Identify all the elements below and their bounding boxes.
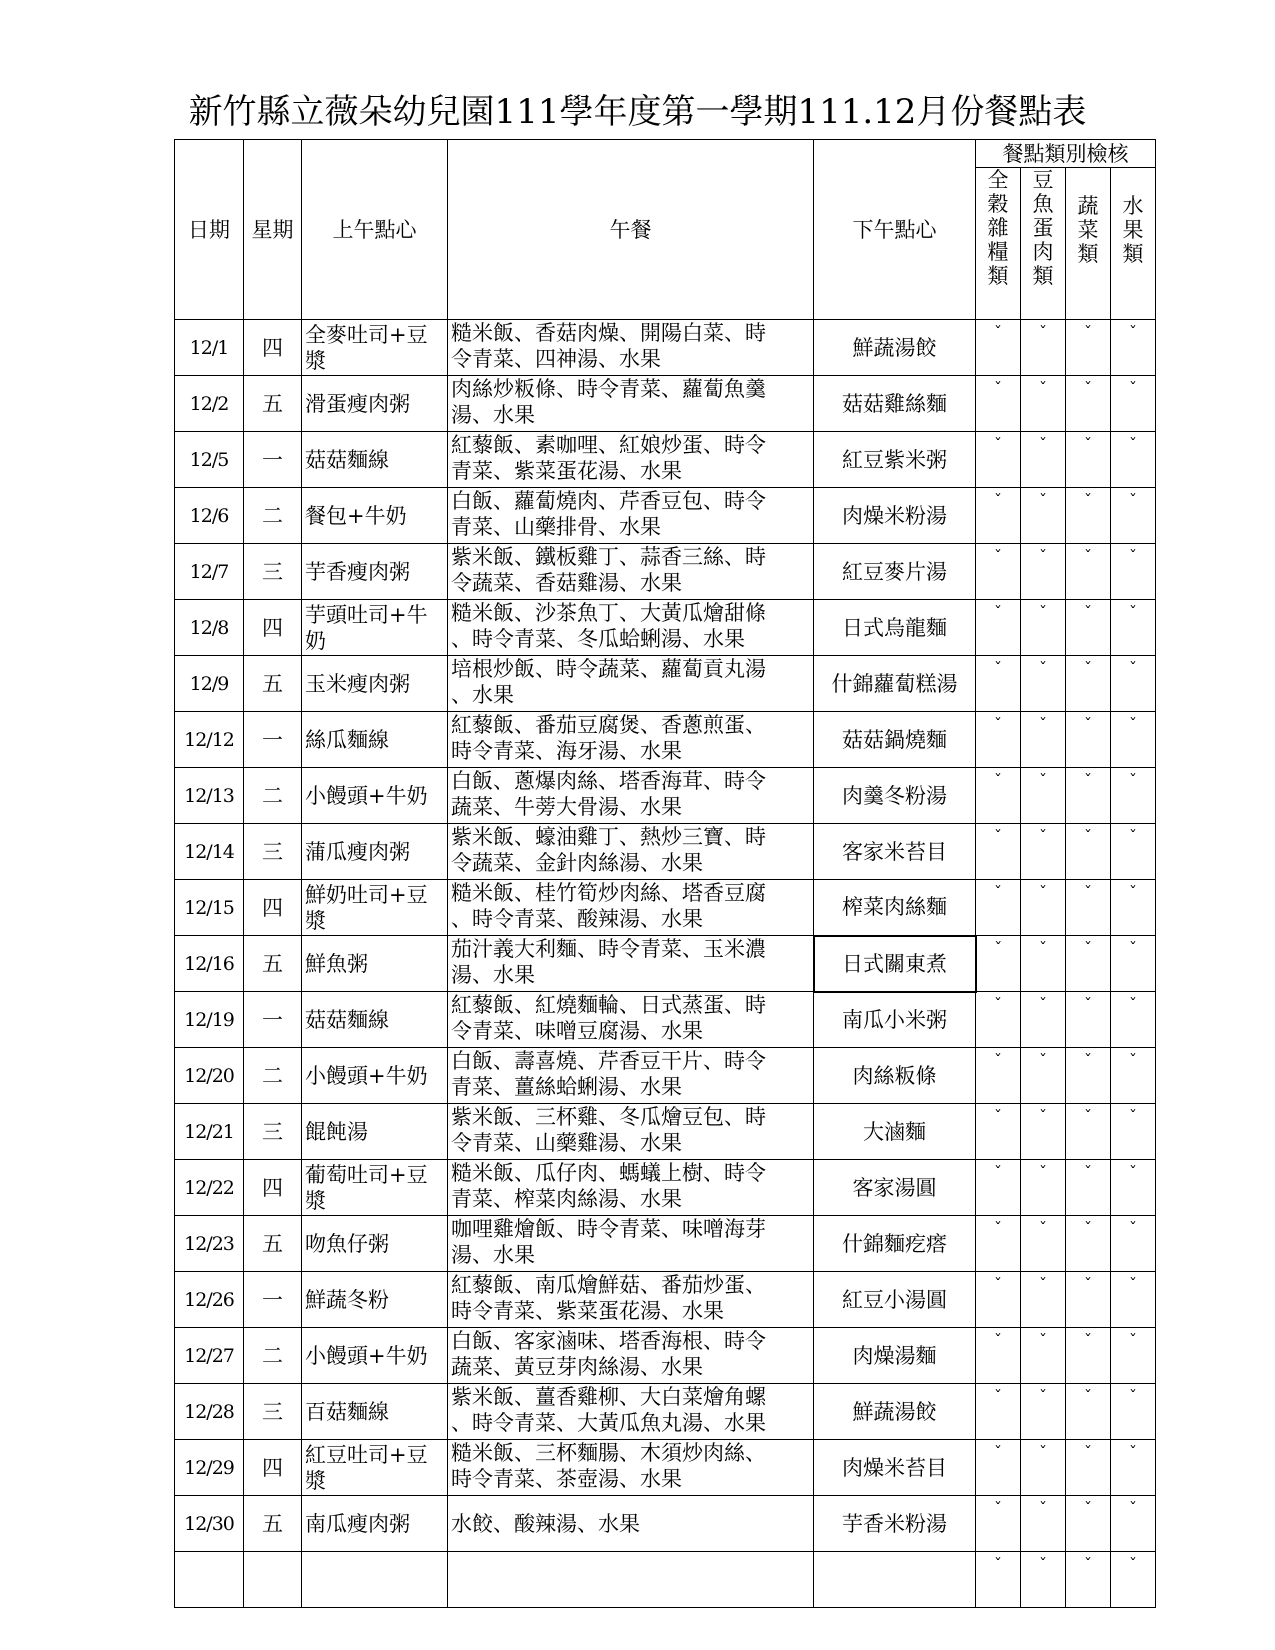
lunch-cell	[448, 432, 814, 488]
afternoon-snack-cell: 日式關東煮	[814, 936, 976, 992]
check-vegetables-cell: ˇ	[1066, 768, 1111, 824]
afternoon-snack-cell: 鮮蔬湯餃	[814, 320, 976, 376]
afternoon-snack-cell: 紅豆小湯圓	[814, 1272, 976, 1328]
date-cell: 12/29	[175, 1440, 244, 1496]
date-cell: 12/6	[175, 488, 244, 544]
lunch-line: 令青菜、山藥雞湯、水果	[451, 1131, 682, 1155]
check-fruit-cell: ˇ	[1111, 488, 1156, 544]
table-row	[175, 656, 1156, 712]
lunch-line: 青菜、紫菜蛋花湯、水果	[451, 459, 682, 483]
lunch-line: 肉絲炒粄條、時令青菜、蘿蔔魚羹	[451, 377, 766, 401]
lunch-line: 令青菜、四神湯、水果	[451, 347, 661, 371]
morning-snack-cell: 小饅頭+牛奶	[302, 1048, 448, 1104]
lunch-line: 青菜、榨菜肉絲湯、水果	[451, 1187, 682, 1211]
lunch-cell	[448, 992, 814, 1048]
morning-snack-cell: 小饅頭+牛奶	[302, 768, 448, 824]
check-protein-cell: ˇ	[1021, 1496, 1066, 1552]
weekday-cell	[244, 1552, 302, 1608]
lunch-cell	[448, 1272, 814, 1328]
check-protein-cell: ˇ	[1021, 1160, 1066, 1216]
check-vegetables-cell: ˇ	[1066, 880, 1111, 936]
check-fruit-cell: ˇ	[1111, 1048, 1156, 1104]
table-row	[175, 1384, 1156, 1440]
table-row	[175, 1160, 1156, 1216]
check-grains-cell: ˇ	[976, 824, 1021, 880]
lunch-line: 水餃、酸辣湯、水果	[451, 1511, 640, 1536]
date-cell: 12/1	[175, 320, 244, 376]
lunch-line: 蔬菜、牛蒡大骨湯、水果	[451, 795, 682, 819]
check-fruit-cell: ˇ	[1111, 712, 1156, 768]
check-fruit-cell: ˇ	[1111, 936, 1156, 992]
check-grains-cell: ˇ	[976, 1496, 1021, 1552]
check-protein-cell: ˇ	[1021, 768, 1066, 824]
lunch-line: 令青菜、味噌豆腐湯、水果	[451, 1019, 703, 1043]
check-fruit-cell: ˇ	[1111, 600, 1156, 656]
check-grains-cell: ˇ	[976, 432, 1021, 488]
check-vegetables-cell: ˇ	[1066, 824, 1111, 880]
morning-snack-cell: 鮮蔬冬粉	[302, 1272, 448, 1328]
check-protein-cell: ˇ	[1021, 1104, 1066, 1160]
check-protein-cell: ˇ	[1021, 1216, 1066, 1272]
afternoon-snack-cell: 肉燥湯麵	[814, 1328, 976, 1384]
header-grains: 全 穀 雜 糧 類	[976, 168, 1021, 320]
check-protein-cell: ˇ	[1021, 936, 1066, 992]
lunch-cell	[448, 936, 814, 992]
lunch-line: 、水果	[451, 683, 514, 707]
weekday-cell: 三	[244, 824, 302, 880]
lunch-cell	[448, 1104, 814, 1160]
check-fruit-cell: ˇ	[1111, 992, 1156, 1048]
table-row	[175, 992, 1156, 1048]
afternoon-snack-cell: 客家湯圓	[814, 1160, 976, 1216]
lunch-cell	[448, 488, 814, 544]
morning-snack-cell: 芋頭吐司+牛奶	[302, 600, 448, 656]
date-cell: 12/8	[175, 600, 244, 656]
weekday-cell: 一	[244, 1272, 302, 1328]
meal-table	[174, 139, 1156, 1608]
lunch-line: 糙米飯、桂竹筍炒肉絲、塔香豆腐	[451, 881, 766, 905]
weekday-cell: 二	[244, 488, 302, 544]
check-vegetables-cell: ˇ	[1066, 1440, 1111, 1496]
lunch-line: 白飯、蘿蔔燒肉、芹香豆包、時令	[451, 489, 766, 513]
check-fruit-cell: ˇ	[1111, 1496, 1156, 1552]
lunch-line: 白飯、壽喜燒、芹香豆干片、時令	[451, 1049, 766, 1073]
check-protein-cell: ˇ	[1021, 1552, 1066, 1608]
page-title: 新竹縣立薇朵幼兒園111學年度第一學期111.12月份餐點表	[188, 92, 1087, 132]
check-vegetables-cell: ˇ	[1066, 936, 1111, 992]
check-protein-cell: ˇ	[1021, 1440, 1066, 1496]
header-weekday: 星期	[244, 140, 302, 320]
morning-snack-cell: 蒲瓜瘦肉粥	[302, 824, 448, 880]
date-cell: 12/26	[175, 1272, 244, 1328]
lunch-cell	[448, 712, 814, 768]
check-protein-cell: ˇ	[1021, 712, 1066, 768]
lunch-line: 糙米飯、香菇肉燥、開陽白菜、時	[451, 321, 766, 345]
weekday-cell: 一	[244, 712, 302, 768]
date-cell: 12/22	[175, 1160, 244, 1216]
morning-snack-cell: 南瓜瘦肉粥	[302, 1496, 448, 1552]
lunch-line: 白飯、蔥爆肉絲、塔香海茸、時令	[451, 769, 766, 793]
lunch-line: 紅藜飯、番茄豆腐煲、香蔥煎蛋、	[451, 713, 766, 737]
afternoon-snack-cell: 鮮蔬湯餃	[814, 1384, 976, 1440]
header-protein: 豆 魚 蛋 肉 類	[1021, 168, 1066, 320]
check-fruit-cell: ˇ	[1111, 1104, 1156, 1160]
check-protein-cell: ˇ	[1021, 600, 1066, 656]
lunch-cell	[448, 544, 814, 600]
check-vegetables-cell: ˇ	[1066, 1272, 1111, 1328]
morning-snack-cell: 百菇麵線	[302, 1384, 448, 1440]
check-fruit-cell: ˇ	[1111, 1552, 1156, 1608]
lunch-line: 令蔬菜、金針肉絲湯、水果	[451, 851, 703, 875]
check-fruit-cell: ˇ	[1111, 768, 1156, 824]
weekday-cell: 二	[244, 768, 302, 824]
weekday-cell: 一	[244, 992, 302, 1048]
check-grains-cell: ˇ	[976, 1328, 1021, 1384]
afternoon-snack-cell: 菇菇雞絲麵	[814, 376, 976, 432]
table-row	[175, 1104, 1156, 1160]
weekday-cell: 四	[244, 600, 302, 656]
check-vegetables-cell: ˇ	[1066, 320, 1111, 376]
weekday-cell: 三	[244, 1104, 302, 1160]
check-fruit-cell: ˇ	[1111, 1272, 1156, 1328]
check-grains-cell: ˇ	[976, 1384, 1021, 1440]
check-grains-cell: ˇ	[976, 936, 1021, 992]
date-cell	[175, 1552, 244, 1608]
check-fruit-cell: ˇ	[1111, 824, 1156, 880]
lunch-cell	[448, 1160, 814, 1216]
check-fruit-cell: ˇ	[1111, 1384, 1156, 1440]
check-grains-cell: ˇ	[976, 600, 1021, 656]
check-protein-cell: ˇ	[1021, 320, 1066, 376]
lunch-line: 紫米飯、薑香雞柳、大白菜燴角螺	[451, 1385, 766, 1409]
afternoon-snack-cell: 什錦蘿蔔糕湯	[814, 656, 976, 712]
weekday-cell: 二	[244, 1328, 302, 1384]
weekday-cell: 三	[244, 1384, 302, 1440]
morning-snack-cell: 菇菇麵線	[302, 432, 448, 488]
lunch-cell	[448, 1216, 814, 1272]
morning-snack-cell: 鮮奶吐司+豆漿	[302, 880, 448, 936]
lunch-cell	[448, 656, 814, 712]
check-grains-cell: ˇ	[976, 320, 1021, 376]
afternoon-snack-cell	[814, 1552, 976, 1608]
check-protein-cell: ˇ	[1021, 376, 1066, 432]
check-protein-cell: ˇ	[1021, 992, 1066, 1048]
lunch-cell	[448, 320, 814, 376]
check-vegetables-cell: ˇ	[1066, 1160, 1111, 1216]
lunch-line: 紅藜飯、素咖哩、紅娘炒蛋、時令	[451, 433, 766, 457]
lunch-line: 紫米飯、鐵板雞丁、蒜香三絲、時	[451, 545, 766, 569]
lunch-cell	[448, 600, 814, 656]
lunch-line: 茄汁義大利麵、時令青菜、玉米濃	[451, 937, 766, 961]
check-vegetables-cell: ˇ	[1066, 992, 1111, 1048]
header-vegetables: 蔬 菜 類	[1066, 168, 1111, 320]
check-vegetables-cell: ˇ	[1066, 1216, 1111, 1272]
date-cell: 12/7	[175, 544, 244, 600]
afternoon-snack-cell: 什錦麵疙瘩	[814, 1216, 976, 1272]
lunch-line: 糙米飯、沙茶魚丁、大黃瓜燴甜條	[451, 601, 766, 625]
table-row	[175, 320, 1156, 376]
table-row	[175, 544, 1156, 600]
table-row	[175, 768, 1156, 824]
check-fruit-cell: ˇ	[1111, 376, 1156, 432]
lunch-line: 湯、水果	[451, 963, 535, 987]
lunch-line: 紅藜飯、南瓜燴鮮菇、番茄炒蛋、	[451, 1273, 766, 1297]
check-grains-cell: ˇ	[976, 376, 1021, 432]
lunch-line: 時令青菜、茶壺湯、水果	[451, 1467, 682, 1491]
morning-snack-cell: 吻魚仔粥	[302, 1216, 448, 1272]
check-grains-cell: ˇ	[976, 1160, 1021, 1216]
lunch-line: 湯、水果	[451, 403, 535, 427]
afternoon-snack-cell: 肉羹冬粉湯	[814, 768, 976, 824]
morning-snack-cell: 絲瓜麵線	[302, 712, 448, 768]
check-protein-cell: ˇ	[1021, 544, 1066, 600]
morning-snack-cell: 餐包+牛奶	[302, 488, 448, 544]
lunch-cell	[448, 880, 814, 936]
afternoon-snack-cell: 肉燥米粉湯	[814, 488, 976, 544]
table-row	[175, 376, 1156, 432]
morning-snack-cell: 紅豆吐司+豆漿	[302, 1440, 448, 1496]
check-grains-cell: ˇ	[976, 768, 1021, 824]
check-vegetables-cell: ˇ	[1066, 600, 1111, 656]
check-grains-cell: ˇ	[976, 992, 1021, 1048]
check-vegetables-cell: ˇ	[1066, 544, 1111, 600]
afternoon-snack-cell: 芋香米粉湯	[814, 1496, 976, 1552]
afternoon-snack-cell: 紅豆麥片湯	[814, 544, 976, 600]
lunch-line: 時令青菜、海牙湯、水果	[451, 739, 682, 763]
table-row	[175, 712, 1156, 768]
afternoon-snack-cell: 肉絲粄條	[814, 1048, 976, 1104]
afternoon-snack-cell: 菇菇鍋燒麵	[814, 712, 976, 768]
lunch-cell	[448, 1384, 814, 1440]
table-row	[175, 1552, 1156, 1608]
date-cell: 12/28	[175, 1384, 244, 1440]
check-fruit-cell: ˇ	[1111, 656, 1156, 712]
afternoon-snack-cell: 客家米苔目	[814, 824, 976, 880]
check-vegetables-cell: ˇ	[1066, 488, 1111, 544]
weekday-cell: 一	[244, 432, 302, 488]
lunch-cell	[448, 824, 814, 880]
lunch-line: 青菜、山藥排骨、水果	[451, 515, 661, 539]
date-cell: 12/13	[175, 768, 244, 824]
table-row	[175, 600, 1156, 656]
lunch-line: 紅藜飯、紅燒麵輪、日式蒸蛋、時	[451, 993, 766, 1017]
date-cell: 12/15	[175, 880, 244, 936]
header-category-group: 餐點類別檢核	[976, 140, 1156, 168]
check-vegetables-cell: ˇ	[1066, 376, 1111, 432]
lunch-line: 蔬菜、黃豆芽肉絲湯、水果	[451, 1355, 703, 1379]
check-fruit-cell: ˇ	[1111, 1160, 1156, 1216]
morning-snack-cell: 菇菇麵線	[302, 992, 448, 1048]
lunch-cell	[448, 1496, 814, 1552]
date-cell: 12/2	[175, 376, 244, 432]
table-row	[175, 1048, 1156, 1104]
lunch-cell	[448, 1440, 814, 1496]
lunch-line: 糙米飯、瓜仔肉、螞蟻上樹、時令	[451, 1161, 766, 1185]
header-date: 日期	[175, 140, 244, 320]
check-protein-cell: ˇ	[1021, 488, 1066, 544]
table-row	[175, 824, 1156, 880]
table-row	[175, 488, 1156, 544]
weekday-cell: 三	[244, 544, 302, 600]
table-row	[175, 1440, 1156, 1496]
lunch-line: 湯、水果	[451, 1243, 535, 1267]
lunch-line: 時令青菜、紫菜蛋花湯、水果	[451, 1299, 724, 1323]
check-grains-cell: ˇ	[976, 1552, 1021, 1608]
check-protein-cell: ˇ	[1021, 1272, 1066, 1328]
table-row	[175, 880, 1156, 936]
check-vegetables-cell: ˇ	[1066, 656, 1111, 712]
date-cell: 12/23	[175, 1216, 244, 1272]
check-vegetables-cell: ˇ	[1066, 712, 1111, 768]
check-fruit-cell: ˇ	[1111, 880, 1156, 936]
date-cell: 12/14	[175, 824, 244, 880]
check-vegetables-cell: ˇ	[1066, 1552, 1111, 1608]
lunch-cell	[448, 1328, 814, 1384]
lunch-line: 、時令青菜、冬瓜蛤蜊湯、水果	[451, 627, 745, 651]
weekday-cell: 五	[244, 1216, 302, 1272]
check-protein-cell: ˇ	[1021, 432, 1066, 488]
check-protein-cell: ˇ	[1021, 1328, 1066, 1384]
check-grains-cell: ˇ	[976, 488, 1021, 544]
check-vegetables-cell: ˇ	[1066, 432, 1111, 488]
lunch-line: 青菜、薑絲蛤蜊湯、水果	[451, 1075, 682, 1099]
check-protein-cell: ˇ	[1021, 824, 1066, 880]
table-row	[175, 1216, 1156, 1272]
afternoon-snack-cell: 榨菜肉絲麵	[814, 880, 976, 936]
weekday-cell: 五	[244, 656, 302, 712]
morning-snack-cell: 葡萄吐司+豆漿	[302, 1160, 448, 1216]
date-cell: 12/21	[175, 1104, 244, 1160]
weekday-cell: 四	[244, 1440, 302, 1496]
lunch-line: 培根炒飯、時令蔬菜、蘿蔔貢丸湯	[451, 657, 766, 681]
check-fruit-cell: ˇ	[1111, 320, 1156, 376]
header-fruit: 水 果 類	[1111, 168, 1156, 320]
check-fruit-cell: ˇ	[1111, 1328, 1156, 1384]
check-vegetables-cell: ˇ	[1066, 1384, 1111, 1440]
morning-snack-cell: 小饅頭+牛奶	[302, 1328, 448, 1384]
lunch-line: 咖哩雞燴飯、時令青菜、味噌海芽	[451, 1217, 766, 1241]
check-grains-cell: ˇ	[976, 1216, 1021, 1272]
lunch-cell	[448, 768, 814, 824]
lunch-cell	[448, 376, 814, 432]
weekday-cell: 五	[244, 936, 302, 992]
morning-snack-cell: 餛飩湯	[302, 1104, 448, 1160]
date-cell: 12/30	[175, 1496, 244, 1552]
check-vegetables-cell: ˇ	[1066, 1048, 1111, 1104]
lunch-line: 、時令青菜、酸辣湯、水果	[451, 907, 703, 931]
afternoon-snack-cell: 大滷麵	[814, 1104, 976, 1160]
morning-snack-cell: 滑蛋瘦肉粥	[302, 376, 448, 432]
date-cell: 12/5	[175, 432, 244, 488]
table-row	[175, 432, 1156, 488]
lunch-line: 紫米飯、蠔油雞丁、熱炒三寶、時	[451, 825, 766, 849]
check-protein-cell: ˇ	[1021, 1048, 1066, 1104]
morning-snack-cell: 玉米瘦肉粥	[302, 656, 448, 712]
lunch-line: 白飯、客家滷味、塔香海根、時令	[451, 1329, 766, 1353]
check-fruit-cell: ˇ	[1111, 544, 1156, 600]
check-vegetables-cell: ˇ	[1066, 1496, 1111, 1552]
weekday-cell: 五	[244, 376, 302, 432]
table-row	[175, 1496, 1156, 1552]
date-cell: 12/19	[175, 992, 244, 1048]
date-cell: 12/9	[175, 656, 244, 712]
afternoon-snack-cell: 日式烏龍麵	[814, 600, 976, 656]
header-lunch: 午餐	[448, 140, 814, 320]
table-row	[175, 936, 1156, 992]
lunch-cell	[448, 1048, 814, 1104]
date-cell: 12/16	[175, 936, 244, 992]
table-row	[175, 1272, 1156, 1328]
check-grains-cell: ˇ	[976, 880, 1021, 936]
check-grains-cell: ˇ	[976, 1272, 1021, 1328]
afternoon-snack-cell: 紅豆紫米粥	[814, 432, 976, 488]
lunch-line: 令蔬菜、香菇雞湯、水果	[451, 571, 682, 595]
weekday-cell: 四	[244, 880, 302, 936]
check-grains-cell: ˇ	[976, 1104, 1021, 1160]
date-cell: 12/12	[175, 712, 244, 768]
header-morning-snack: 上午點心	[302, 140, 448, 320]
check-protein-cell: ˇ	[1021, 880, 1066, 936]
check-grains-cell: ˇ	[976, 656, 1021, 712]
check-protein-cell: ˇ	[1021, 656, 1066, 712]
weekday-cell: 四	[244, 1160, 302, 1216]
date-cell: 12/27	[175, 1328, 244, 1384]
weekday-cell: 五	[244, 1496, 302, 1552]
morning-snack-cell: 全麥吐司+豆漿	[302, 320, 448, 376]
check-fruit-cell: ˇ	[1111, 1216, 1156, 1272]
check-fruit-cell: ˇ	[1111, 432, 1156, 488]
check-vegetables-cell: ˇ	[1066, 1328, 1111, 1384]
date-cell: 12/20	[175, 1048, 244, 1104]
check-grains-cell: ˇ	[976, 544, 1021, 600]
header-afternoon-snack: 下午點心	[814, 140, 976, 320]
morning-snack-cell	[302, 1552, 448, 1608]
lunch-cell	[448, 1552, 814, 1608]
check-grains-cell: ˇ	[976, 1440, 1021, 1496]
check-grains-cell: ˇ	[976, 1048, 1021, 1104]
table-row	[175, 1328, 1156, 1384]
lunch-line: 紫米飯、三杯雞、冬瓜燴豆包、時	[451, 1105, 766, 1129]
check-grains-cell: ˇ	[976, 712, 1021, 768]
morning-snack-cell: 鮮魚粥	[302, 936, 448, 992]
lunch-line: 糙米飯、三杯麵腸、木須炒肉絲、	[451, 1441, 766, 1465]
weekday-cell: 二	[244, 1048, 302, 1104]
check-protein-cell: ˇ	[1021, 1384, 1066, 1440]
afternoon-snack-cell: 南瓜小米粥	[814, 992, 976, 1048]
lunch-line: 、時令青菜、大黃瓜魚丸湯、水果	[451, 1411, 766, 1435]
weekday-cell: 四	[244, 320, 302, 376]
check-fruit-cell: ˇ	[1111, 1440, 1156, 1496]
check-vegetables-cell: ˇ	[1066, 1104, 1111, 1160]
afternoon-snack-cell: 肉燥米苔目	[814, 1440, 976, 1496]
morning-snack-cell: 芋香瘦肉粥	[302, 544, 448, 600]
